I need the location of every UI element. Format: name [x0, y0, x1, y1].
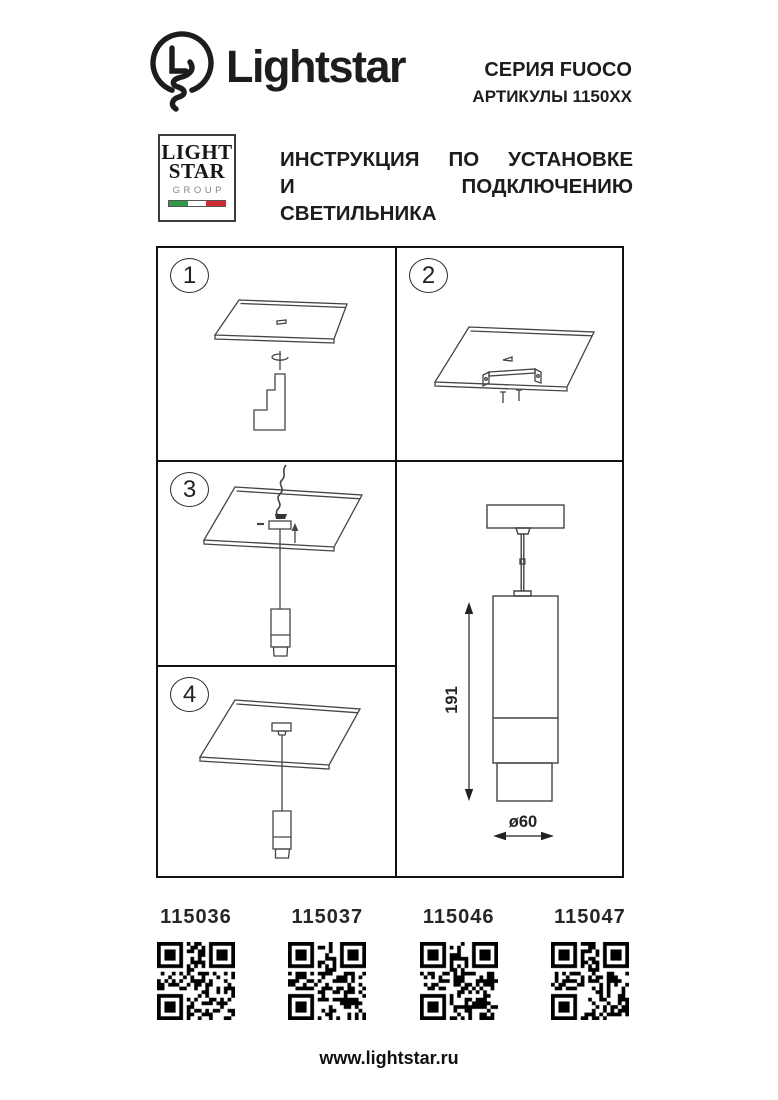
step-1-panel — [158, 248, 395, 460]
lsg-group-text: GROUP — [172, 184, 225, 196]
steps-grid — [156, 246, 624, 878]
article-code: 115037 — [291, 906, 364, 928]
series-label: СЕРИЯ FUOCO — [484, 59, 632, 81]
instruction-title — [280, 146, 633, 227]
lightstar-group-logo — [158, 134, 236, 222]
article-code: 115047 — [554, 906, 626, 928]
step-4-panel — [158, 667, 395, 876]
qr-code — [288, 942, 366, 1020]
dimension-drawing — [397, 462, 622, 876]
step-2-panel — [397, 248, 622, 460]
article-code: 115036 — [160, 906, 232, 928]
instruction-title-line2: И ПОДКЛЮЧЕНИЮ СВЕТИЛЬНИКА — [280, 175, 633, 225]
step-3-badge: 3 — [170, 472, 209, 507]
article-item — [404, 906, 514, 1020]
article-code: 115046 — [422, 906, 495, 928]
qr-code — [420, 942, 498, 1020]
italian-flag-icon — [168, 200, 226, 207]
article-item — [141, 906, 251, 1020]
diameter-dimension-label: ø60 — [508, 813, 538, 831]
footer-url: www.lightstar.ru — [319, 1048, 459, 1068]
step-2-badge: 2 — [409, 258, 448, 293]
qr-code — [551, 942, 629, 1020]
article-item — [272, 906, 382, 1020]
qr-code — [157, 942, 235, 1020]
brand-wordmark: Lightstar — [226, 41, 406, 92]
lsg-light-text: LIGHT — [161, 140, 233, 164]
height-dimension-label: 191 — [443, 686, 461, 714]
lightbulb-ls-icon — [148, 28, 216, 120]
article-list — [141, 906, 645, 1020]
step-4-badge: 4 — [170, 677, 209, 712]
instruction-title-line1: ИНСТРУКЦИЯ ПО УСТАНОВКЕ — [280, 148, 633, 171]
step-3-panel — [158, 462, 395, 665]
series-block — [472, 58, 632, 107]
articles-label: АРТИКУЛЫ 1150XX — [472, 87, 632, 106]
step-1-badge: 1 — [170, 258, 209, 293]
dimension-panel — [397, 462, 622, 876]
article-item — [535, 906, 645, 1020]
lsg-star-text: STAR — [168, 159, 226, 184]
brand-logo — [148, 28, 405, 120]
